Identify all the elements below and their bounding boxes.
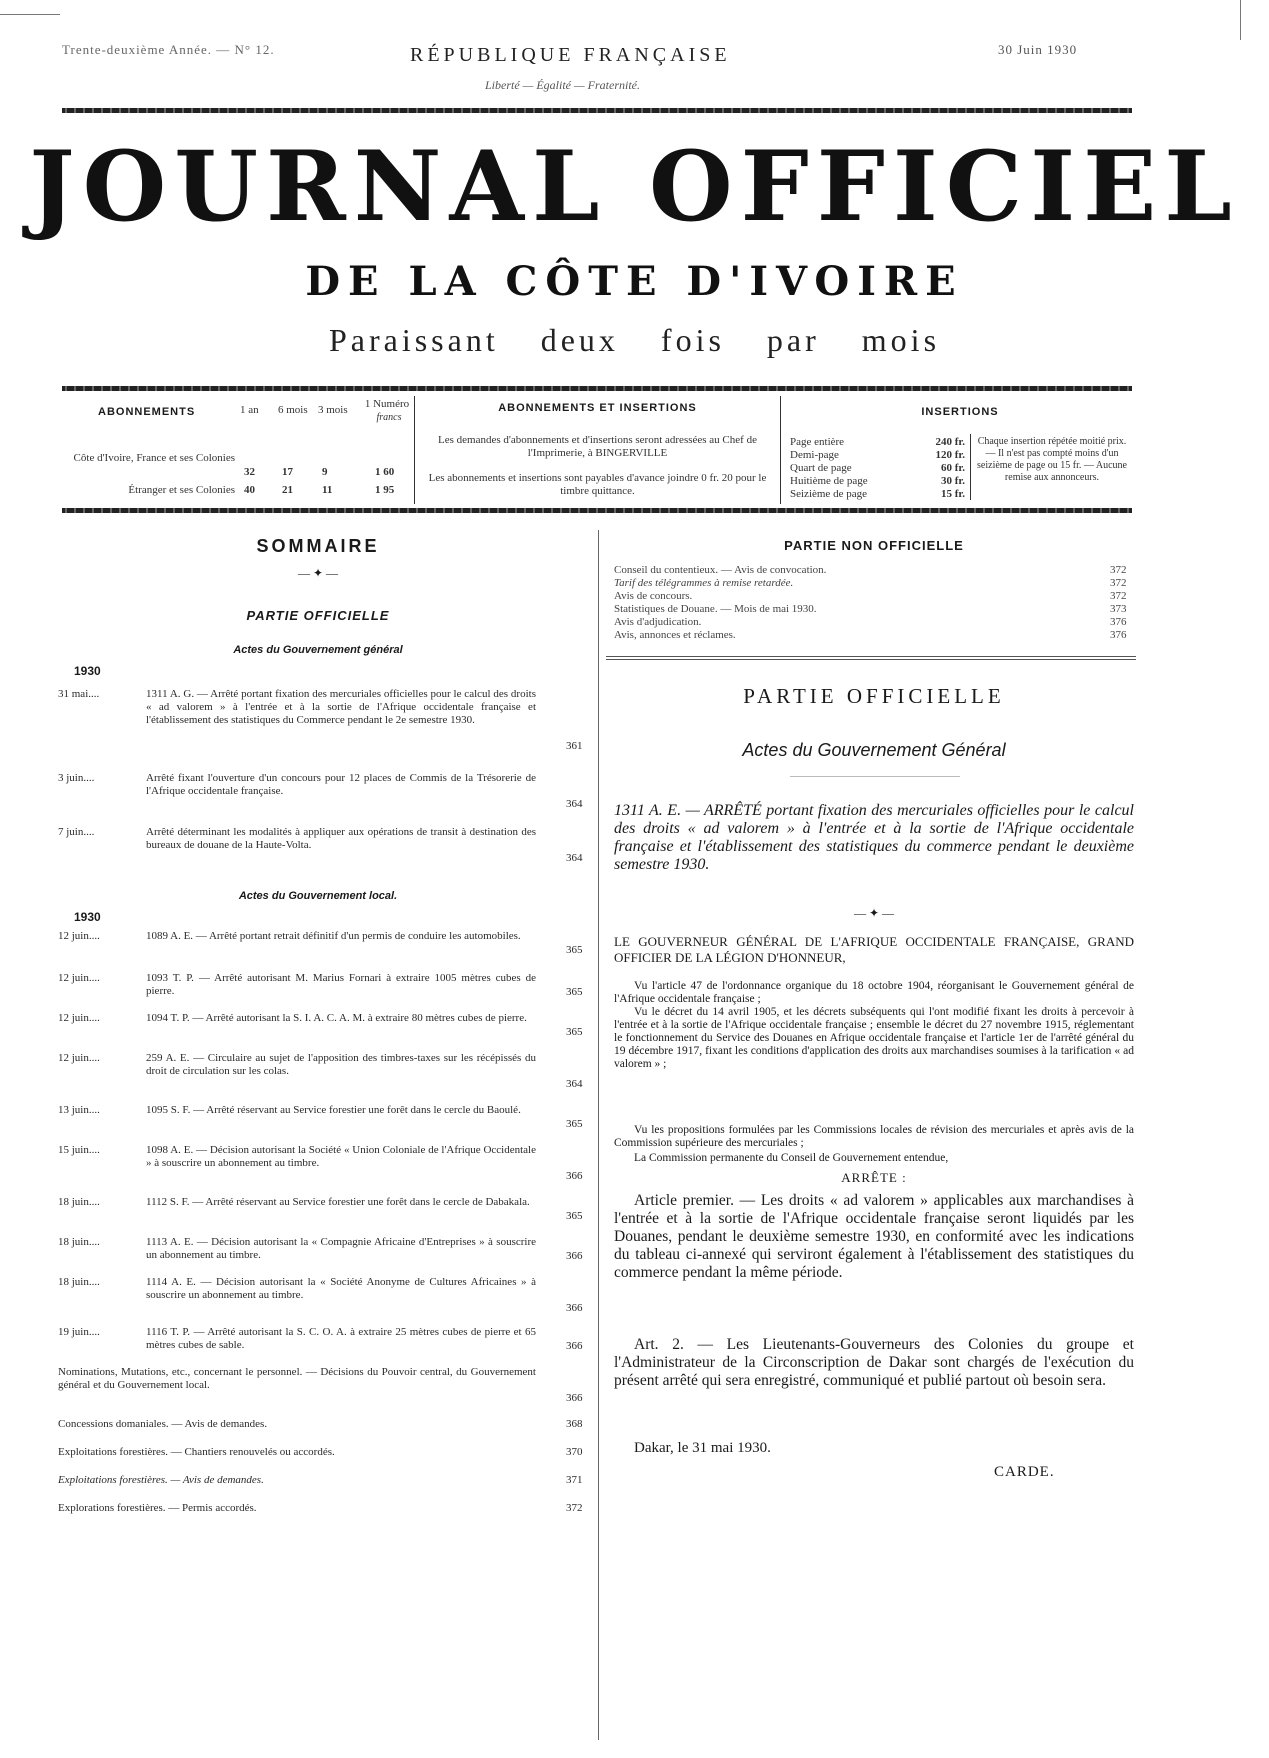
toc-text: Explorations forestières. — Permis accordés. — [58, 1502, 257, 1514]
considerant: La Commission permanente du Conseil de Gouvernement entendue, — [634, 1152, 949, 1164]
toc-page: 364 — [566, 852, 583, 864]
toc-page: 370 — [566, 1446, 583, 1458]
signature: CARDE. — [994, 1464, 1055, 1480]
toc-page: 364 — [566, 798, 583, 810]
section-rule — [606, 656, 1136, 657]
row1-3mois: 9 — [322, 466, 328, 478]
corner-mark-right — [1240, 0, 1241, 40]
place-date: Dakar, le 31 mai 1930. — [634, 1440, 771, 1456]
rate-row — [790, 462, 965, 475]
row2-3mois: 11 — [322, 484, 333, 496]
toc-date: 15 juin.... — [58, 1144, 100, 1156]
nonoff-entry — [614, 616, 1134, 628]
toc-other-entry — [58, 1366, 583, 1408]
sommaire-separator: — ✦ — — [297, 566, 339, 580]
nonoff-text: Avis de concours. — [614, 590, 693, 602]
toc-text: 1089 A. E. — Arrêté portant retrait définitif d'un permis de conduire les automobiles. — [146, 930, 521, 942]
nonoff-page: 372 — [1110, 577, 1127, 589]
toc-date: 12 juin.... — [58, 1052, 100, 1064]
nonoff-entry — [614, 590, 1134, 602]
nonoff-entry — [614, 564, 1134, 576]
toc-other-entry — [58, 1446, 583, 1458]
toc-page: 365 — [566, 986, 583, 998]
toc-other-entry — [58, 1418, 583, 1430]
toc-other-entry — [58, 1502, 583, 1514]
rate-price: 120 fr. — [935, 449, 965, 461]
considerant: Vu les propositions formulées par les Commissions locales de révision des mercuriales et après avis de la Commission supérieure des mercuriales ; — [614, 1124, 1134, 1149]
toc-page: 366 — [566, 1392, 583, 1404]
toc-date: 3 juin.... — [58, 772, 95, 784]
toc-text: 1095 S. F. — Arrêté réservant au Service forestier une forêt dans le cercle du Baoulé. — [146, 1104, 521, 1116]
toc-text: Arrêté fixant l'ouverture d'un concours pour 12 places de Commis de la Trésorerie de l'Afrique occidentale française. — [146, 772, 536, 797]
box-divider-2 — [780, 396, 781, 504]
insertions-title: INSERTIONS — [921, 406, 999, 418]
col-6mois: 6 mois — [278, 404, 308, 416]
rate-label: Page entière — [790, 436, 845, 448]
toc-entry — [58, 688, 583, 758]
toc-text: 1094 T. P. — Arrêté autorisant la S. I. A. C. A. M. à extraire 80 mètres cubes de pierre. — [146, 1012, 527, 1024]
rate-price: 15 fr. — [940, 488, 965, 500]
toc-page: 372 — [566, 1502, 583, 1514]
toc-date: 13 juin.... — [58, 1104, 100, 1116]
nonoff-text: Tarif des télégrammes à remise retardée. — [614, 577, 794, 589]
toc-text: 1113 A. E. — Décision autorisant la « Compagnie Africaine d'Entreprises » à souscrire un abonnement au timbre. — [146, 1236, 536, 1261]
sub-rule — [790, 776, 960, 777]
insertions-note: Chaque insertion répétée moitié prix. — Il n'est pas compté moins d'un seizième de page ou 15 fr. — Aucune remise aux annonceurs. — [977, 436, 1127, 483]
nonoff-page: 373 — [1110, 603, 1127, 615]
rate-price: 240 fr. — [935, 436, 965, 448]
nonoff-page: 372 — [1110, 590, 1127, 602]
toc-text: 1116 T. P. — Arrêté autorisant la S. C. O. A. à extraire 25 mètres cubes de pierre et 65 mètres cubes de sable. — [146, 1326, 536, 1351]
year-heading: 1930 — [74, 910, 101, 924]
toc-entry — [58, 772, 583, 812]
toc-date: 19 juin.... — [58, 1326, 100, 1338]
toc-page: 366 — [566, 1250, 583, 1262]
toc-date: 18 juin.... — [58, 1196, 100, 1208]
abo-insertions-text1: Les demandes d'abonnements et d'insertions seront adressées au Chef de l'Imprimerie, à BINGERVILLE — [438, 434, 757, 459]
col-numero-unit: francs — [376, 412, 402, 423]
toc-text: Arrêté déterminant les modalités à appliquer aux opérations de transit à destination des bureaux de douane de la Haute-Volta. — [146, 826, 536, 851]
partie-non-officielle-title: PARTIE NON OFFICIELLE — [784, 538, 964, 553]
insertion-rates — [790, 436, 965, 501]
abo-insertions-text2: Les abonnements et insertions sont payables d'avance joindre 0 fr. 20 pour le timbre quittance. — [428, 472, 767, 497]
nonoff-text: Avis, annonces et réclames. — [614, 629, 736, 641]
nonoff-text: Statistiques de Douane. — Mois de mai 1930. — [614, 603, 817, 615]
toc-page: 366 — [566, 1340, 583, 1352]
toc-date: 7 juin.... — [58, 826, 95, 838]
article-1: Article premier. — Les droits « ad valorem » applicables aux marchandises à l'entrée et à la sortie de l'Afrique occidentale française seront liquidés par les Douanes, pendant le deuxième semestre 1930, en conformité avec les indications du tableau ci-annexé qui serviront également à l'établissement des statistiques du commerce pendant la même période. — [614, 1192, 1134, 1281]
toc-page: 368 — [566, 1418, 583, 1430]
row2-numero: 1 95 — [375, 484, 395, 496]
journal-subtitle: DE LA CÔTE D'IVOIRE — [305, 258, 964, 305]
corner-mark — [0, 14, 60, 15]
actes-general-heading: Actes du Gouvernement général — [233, 644, 403, 656]
article-2: Art. 2. — Les Lieutenants-Gouverneurs des Colonies du groupe et l'Administrateur de la Circonscription de Dakar sont chargés de l'exécution du présent arrêté qui sera enregistré, communiqué et publié partout où besoin sera. — [614, 1336, 1134, 1389]
col-3mois: 3 mois — [318, 404, 348, 416]
toc-entry — [58, 826, 583, 866]
row2-1an: 40 — [244, 484, 255, 496]
row-cote-ivoire-label: Côte d'Ivoire, France et ses Colonies — [73, 452, 235, 464]
rate-price: 60 fr. — [940, 462, 965, 474]
rate-label: Demi-page — [790, 449, 839, 461]
toc-text: Exploitations forestières. — Avis de demandes. — [58, 1474, 264, 1486]
toc-text: Nominations, Mutations, etc., concernant le personnel. — Décisions du Pouvoir central, du Gouvernement général et du Gouvernement local. — [58, 1366, 536, 1391]
toc-other-entry — [58, 1474, 583, 1486]
row1-numero: 1 60 — [375, 466, 395, 478]
toc-page: 371 — [566, 1474, 583, 1486]
toc-text: 259 A. E. — Circulaire au sujet de l'apposition des timbres-taxes sur les récépissés du droit de circulation sur les colas. — [146, 1052, 536, 1077]
toc-date: 12 juin.... — [58, 972, 100, 984]
toc-text: 1114 A. E. — Décision autorisant la « Société Anonyme de Cultures Africaines » à souscrire un abonnement au timbre. — [146, 1276, 536, 1301]
motto: Liberté — Égalité — Fraternité. — [485, 78, 640, 92]
toc-page: 365 — [566, 1026, 583, 1038]
rate-label: Quart de page — [790, 462, 852, 474]
toc-text: Exploitations forestières. — Chantiers renouvelés ou accordés. — [58, 1446, 335, 1458]
abo-insertions-title: ABONNEMENTS ET INSERTIONS — [498, 402, 697, 414]
toc-text: 1112 S. F. — Arrêté réservant au Service forestier une forêt dans le cercle de Dabakala. — [146, 1196, 530, 1208]
journal-title: JOURNAL OFFICIEL — [29, 130, 1240, 243]
column-divider — [598, 530, 599, 1740]
nonoff-page: 376 — [1110, 629, 1127, 641]
article-separator: — ✦ — — [853, 906, 895, 920]
abonnements-title: ABONNEMENTS — [98, 406, 196, 418]
rate-row — [790, 475, 965, 488]
header-rule — [62, 108, 1132, 113]
toc-page: 365 — [566, 1210, 583, 1222]
toc-page: 365 — [566, 944, 583, 956]
insertions-inner-divider — [970, 434, 971, 500]
toc-date: 18 juin.... — [58, 1236, 100, 1248]
actes-local-heading: Actes du Gouvernement local. — [238, 890, 398, 902]
rate-label: Huitième de page — [790, 475, 868, 487]
col-numero: 1 Numéro — [364, 398, 410, 410]
toc-date: 12 juin.... — [58, 930, 100, 942]
toc-date: 31 mai.... — [58, 688, 100, 700]
toc-text: Concessions domaniales. — Avis de demandes. — [58, 1418, 268, 1430]
row1-1an: 32 — [244, 466, 255, 478]
rate-row — [790, 449, 965, 462]
nonoff-entry — [614, 577, 1134, 589]
article-headline: 1311 A. E. — ARRÊTÉ portant fixation des mercuriales officielles pour le calcul des droits « ad valorem » à l'entrée et à la sortie de l'Afrique occidentale française et l'établissement des statistiques du commerce pendant le deuxième semestre 1930. — [614, 802, 1134, 873]
row2-6mois: 21 — [282, 484, 293, 496]
toc-page: 366 — [566, 1302, 583, 1314]
sommaire-title: SOMMAIRE — [256, 536, 380, 556]
considerant: Vu l'article 47 de l'ordonnance organique du 18 octobre 1904, réorganisant le Gouvernement général de l'Afrique occidentale française ; — [614, 980, 1134, 1005]
nonoff-entry — [614, 629, 1134, 641]
toc-text: 1093 T. P. — Arrêté autorisant M. Marius Fornari à extraire 1005 mètres cubes de pierre. — [146, 972, 536, 997]
rate-row — [790, 436, 965, 449]
year-heading: 1930 — [74, 664, 101, 678]
rate-row — [790, 488, 965, 501]
journal-tagline: Paraissant deux fois par mois — [328, 322, 941, 358]
col-1an: 1 an — [240, 404, 259, 416]
considerant: Vu le décret du 14 avril 1905, et les décrets subséquents qui l'ont modifié fixant les droits à percevoir à l'entrée et à la sortie de l'Afrique occidentale française ; ensemble le décret du 27 novembre 1915, réglementant le fonctionnement du Service des Douanes en Afrique occidentale française et l'article 1er de l'arrêté général du 19 décembre 1917, fixant les conditions d'application des droits aux marchandises soumises à la tarification « ad valorem » ; — [614, 1006, 1134, 1070]
toc-page: 361 — [566, 740, 583, 752]
toc-page: 365 — [566, 1118, 583, 1130]
toc-date: 18 juin.... — [58, 1276, 100, 1288]
row-etranger-label: Étranger et ses Colonies — [128, 484, 235, 496]
nonoff-text: Avis d'adjudication. — [614, 616, 702, 628]
toc-page: 366 — [566, 1170, 583, 1182]
toc-date: 12 juin.... — [58, 1012, 100, 1024]
row1-6mois: 17 — [282, 466, 293, 478]
toc-text: 1311 A. G. — Arrêté portant fixation des mercuriales officielles pour le calcul des droits « ad valorem » à l'entrée et à la sortie de l'Afrique occidentale française et l'établissement des statistiques du Commerce pendant le 2e semestre 1930. — [146, 688, 536, 726]
article-section-sub: Actes du Gouvernement Général — [742, 740, 1006, 760]
rate-price: 30 fr. — [940, 475, 965, 487]
nonoff-text: Conseil du contentieux. — Avis de convocation. — [614, 564, 827, 576]
nonoff-entry — [614, 603, 1134, 615]
toc-text: 1098 A. E. — Décision autorisant la Société « Union Coloniale de l'Afrique Occidentale » à souscrire un abonnement au timbre. — [146, 1144, 536, 1169]
sommaire-partie-officielle: PARTIE OFFICIELLE — [246, 608, 390, 623]
issue-date: 30 Juin 1930 — [998, 42, 1078, 57]
box-bottom-rule — [62, 508, 1132, 513]
section-rule — [606, 659, 1136, 660]
box-top-rule — [62, 386, 1132, 391]
toc-page: 364 — [566, 1078, 583, 1090]
article-authority: LE GOUVERNEUR GÉNÉRAL DE L'AFRIQUE OCCIDENTALE FRANÇAISE, GRAND OFFICIER DE LA LÉGION D'HONNEUR, — [614, 934, 1134, 965]
box-divider-1 — [414, 396, 415, 504]
article-section-title: PARTIE OFFICIELLE — [743, 684, 1005, 708]
republic-heading: RÉPUBLIQUE FRANÇAISE — [410, 44, 731, 66]
nonoff-page: 372 — [1110, 564, 1127, 576]
arrete-heading: ARRÊTE : — [841, 1170, 907, 1185]
rate-label: Seizième de page — [790, 488, 867, 500]
issue-number: Trente-deuxième Année. — N° 12. — [62, 42, 275, 57]
nonoff-page: 376 — [1110, 616, 1127, 628]
